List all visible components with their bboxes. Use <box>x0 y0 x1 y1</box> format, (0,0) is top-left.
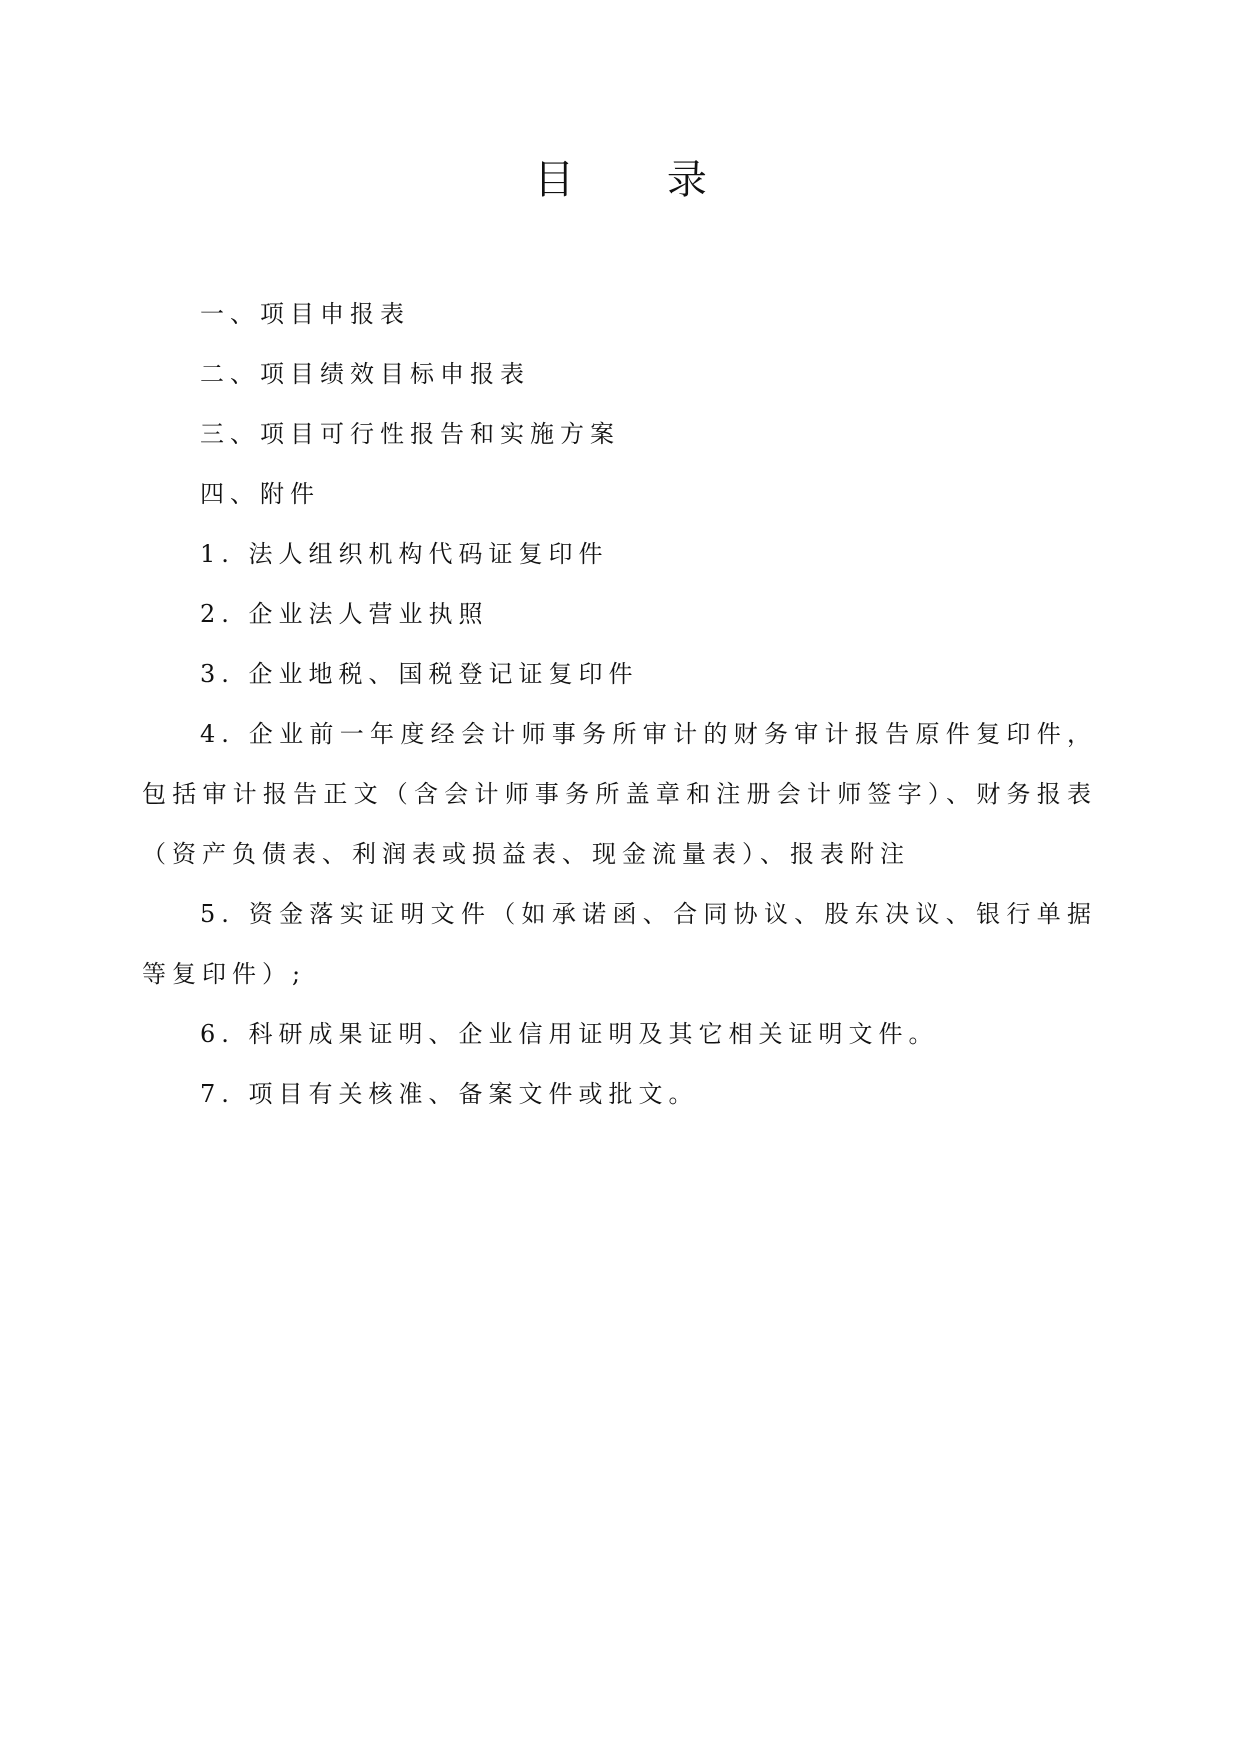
toc-item-attachment-5: 5. 资金落实证明文件（如承诺函、合同协议、股东决议、银行单据等复印件）; <box>142 900 1097 988</box>
toc-item-attachment-2: 2. 企业法人营业执照 <box>200 600 489 628</box>
toc-item-attachment-6: 6. 科研成果证明、企业信用证明及其它相关证明文件。 <box>200 1020 939 1048</box>
table-of-contents <box>142 284 1097 1124</box>
toc-item-attachments: 四、附件 <box>200 480 320 508</box>
toc-item-attachment-3: 3. 企业地税、国税登记证复印件 <box>200 660 639 688</box>
toc-item-attachment-1: 1. 法人组织机构代码证复印件 <box>200 540 609 568</box>
toc-item-project-application-form: 一、项目申报表 <box>200 300 410 328</box>
toc-item-performance-target-form: 二、项目绩效目标申报表 <box>200 360 530 388</box>
toc-item-feasibility-report: 三、项目可行性报告和实施方案 <box>200 420 620 448</box>
page-title: 目 录 <box>534 157 747 203</box>
toc-item-attachment-7: 7. 项目有关核准、备案文件或批文。 <box>200 1080 699 1108</box>
toc-item-attachment-4: 4. 企业前一年度经会计师事务所审计的财务审计报告原件复印件，包括审计报告正文（含会计师事务所盖章和注册会计师签字）、财务报表（资产负债表、利润表或损益表、现金流量表）、报表附注 <box>142 720 1097 868</box>
